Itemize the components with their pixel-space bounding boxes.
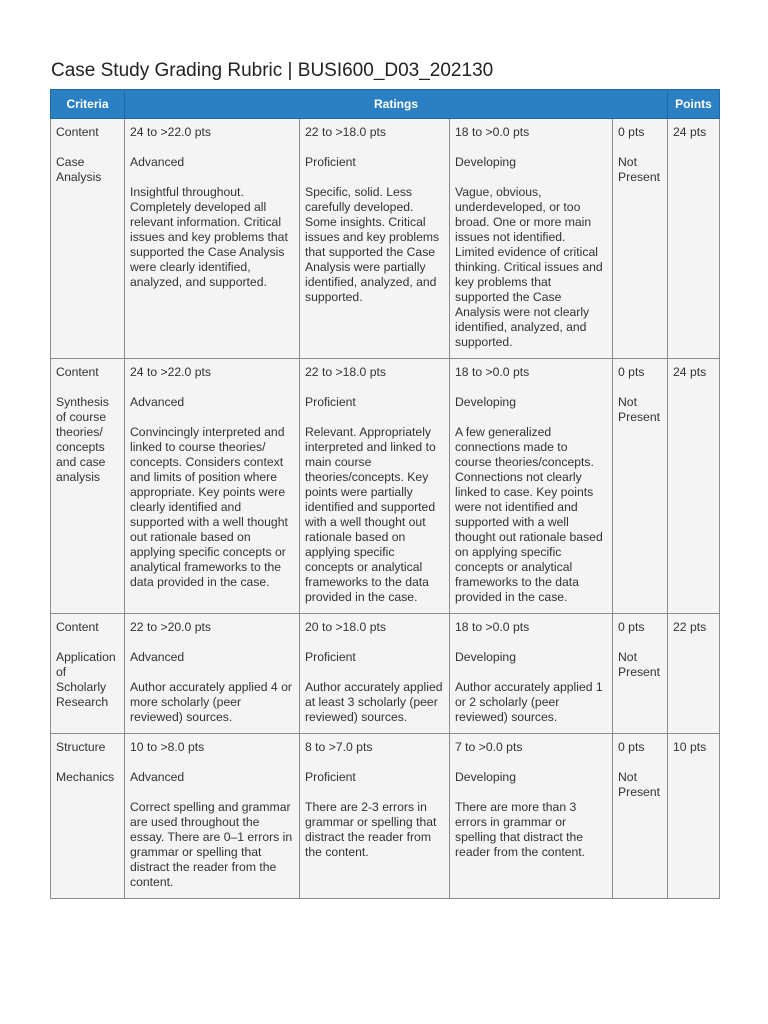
points-cell: 10 pts: [668, 734, 720, 899]
rating-cell: [125, 614, 300, 734]
rating-range: 18 to >0.0 pts: [455, 125, 530, 139]
criterion-name: Synthesis of course theories/ concepts and case analysis: [56, 395, 109, 484]
rating-range: 24 to >22.0 pts: [130, 125, 211, 139]
rating-cell: [300, 359, 450, 614]
rating-cell: [125, 119, 300, 359]
rating-level: Not Present: [618, 155, 661, 184]
table-row: [51, 119, 720, 359]
rating-description: There are 2-3 errors in grammar or spelling that distract the reader from the content.: [305, 800, 437, 859]
rating-level: Not Present: [618, 395, 661, 424]
page-title: Case Study Grading Rubric | BUSI600_D03_202130: [51, 60, 494, 81]
rating-level: Developing: [455, 155, 516, 169]
rating-description: Relevant. Appropriately interpreted and linked to main course theories/concepts. Key points were partially identified and supported with a well thought out rationale based on applying specific concepts or analytical frameworks to the data provided in the case.: [305, 425, 436, 604]
rating-level: Not Present: [618, 770, 661, 799]
criterion-name: Case Analysis: [56, 155, 102, 184]
rating-range: 22 to >20.0 pts: [130, 620, 211, 634]
criterion-cell: [51, 119, 125, 359]
rating-range: 22 to >18.0 pts: [305, 125, 386, 139]
rating-level: Proficient: [305, 155, 356, 169]
rating-description: Correct spelling and grammar are used throughout the essay. There are 0–1 errors in grammar or spelling that distract the reader from the content.: [130, 800, 293, 889]
rating-cell: [300, 734, 450, 899]
rating-description: There are more than 3 errors in grammar or spelling that distract the reader from the content.: [455, 800, 586, 859]
rating-range: 7 to >0.0 pts: [455, 740, 523, 754]
criterion-name: Mechanics: [56, 770, 115, 784]
rating-cell: [450, 614, 613, 734]
rating-level: Advanced: [130, 155, 185, 169]
points-cell: 24 pts: [668, 119, 720, 359]
rating-cell: [450, 734, 613, 899]
rating-level: Developing: [455, 650, 516, 664]
rating-level: Advanced: [130, 770, 185, 784]
rating-description: Author accurately applied 4 or more scholarly (peer reviewed) sources.: [130, 680, 292, 724]
rating-description: Specific, solid. Less carefully developed. Some insights. Critical issues and key problems that supported the Case Analysis were partially identified, analyzed, and supported.: [305, 185, 440, 304]
criterion-category: Content: [56, 365, 99, 379]
points-cell: 22 pts: [668, 614, 720, 734]
criterion-cell: [51, 734, 125, 899]
rating-range: 0 pts: [618, 365, 645, 379]
criterion-cell: [51, 359, 125, 614]
rating-range: 0 pts: [618, 620, 645, 634]
rating-range: 20 to >18.0 pts: [305, 620, 386, 634]
rating-level: Advanced: [130, 395, 185, 409]
rating-range: 22 to >18.0 pts: [305, 365, 386, 379]
criterion-category: Content: [56, 125, 99, 139]
table-row: [51, 359, 720, 614]
rating-range: 18 to >0.0 pts: [455, 365, 530, 379]
header-row: [51, 90, 720, 119]
rating-level: Proficient: [305, 650, 356, 664]
criterion-cell: [51, 614, 125, 734]
rating-range: 0 pts: [618, 740, 645, 754]
rating-level: Proficient: [305, 395, 356, 409]
table-row: [51, 614, 720, 734]
rating-level: Proficient: [305, 770, 356, 784]
rating-cell: [613, 614, 668, 734]
rating-cell: [125, 359, 300, 614]
rating-description: Vague, obvious, underdeveloped, or too broad. One or more main issues not identified. Limited evidence of critical thinking. Critical issues and key problems that supported the Case Analysis were not clearly identified, analyzed, and supported.: [455, 185, 603, 349]
rating-range: 8 to >7.0 pts: [305, 740, 373, 754]
rating-cell: [613, 119, 668, 359]
rating-description: Insightful throughout. Completely developed all relevant information. Critical issues and key problems that supported the Case Analysis were clearly identified, analyzed, and supported.: [130, 185, 288, 289]
rating-level: Developing: [455, 770, 516, 784]
rating-range: 18 to >0.0 pts: [455, 620, 530, 634]
rubric-table: [50, 89, 720, 899]
rating-cell: [125, 734, 300, 899]
rating-description: A few generalized connections made to course theories/concepts. Connections not clearly linked to case. Key points were not identified and supported with a well thought out rationale based on applying specific concepts or analytical frameworks to the data provided in the case.: [455, 425, 603, 604]
rating-level: Advanced: [130, 650, 185, 664]
rating-range: 10 to >8.0 pts: [130, 740, 205, 754]
criterion-category: Structure: [56, 740, 106, 754]
criterion-category: Content: [56, 620, 99, 634]
criterion-name: Application of Scholarly Research: [56, 650, 116, 709]
rating-range: 24 to >22.0 pts: [130, 365, 211, 379]
rating-level: Not Present: [618, 650, 661, 679]
rating-cell: [300, 119, 450, 359]
rating-cell: [450, 359, 613, 614]
rating-level: Developing: [455, 395, 516, 409]
rating-range: 0 pts: [618, 125, 645, 139]
ratings-header: Ratings: [125, 90, 668, 119]
criteria-header: Criteria: [51, 90, 125, 119]
rating-cell: [613, 734, 668, 899]
rating-description: Convincingly interpreted and linked to course theories/ concepts. Considers context and limits of position where appropriate. Key points were clearly identified and supported with a well thought out rationale based on applying specific concepts or analytical frameworks to the data provided in the case.: [130, 425, 288, 589]
rating-description: Author accurately applied at least 3 scholarly (peer reviewed) sources.: [305, 680, 443, 724]
rating-cell: [300, 614, 450, 734]
rating-cell: [450, 119, 613, 359]
points-cell: 24 pts: [668, 359, 720, 614]
rating-description: Author accurately applied 1 or 2 scholarly (peer reviewed) sources.: [455, 680, 603, 724]
points-header: Points: [668, 90, 720, 119]
rating-cell: [613, 359, 668, 614]
table-row: [51, 734, 720, 899]
